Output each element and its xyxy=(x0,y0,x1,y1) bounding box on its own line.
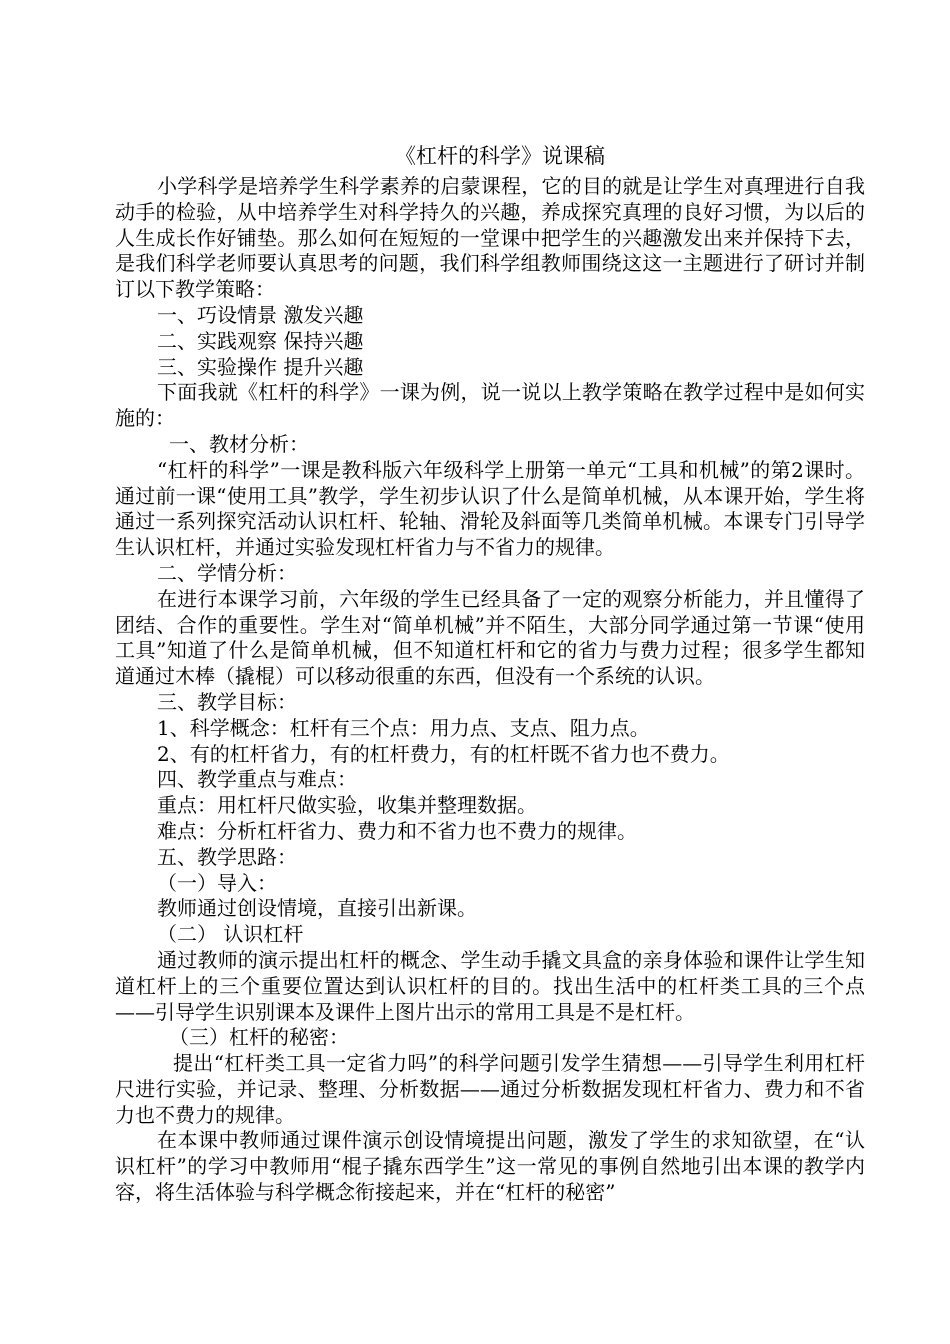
paragraph: 难点：分析杠杆省力、费力和不省力也不费力的规律。 xyxy=(157,818,637,843)
paragraph: 小学科学是培养学生科学素养的启蒙课程，它的目的就是让学生对真理进行自我动手的检验，从中培养学生对科学持久的兴趣，养成探究真理的良好习惯，为以后的人生成长作好铺垫。那么如何在短短的一堂课中把学生的兴趣激发出来并保持下去，是我们科学老师要认真思考的问题，我们科学组教师围绕这这一主题进行了研讨并制订以下教学策略： xyxy=(115,174,865,302)
paragraph: 二、学情分析： xyxy=(157,560,297,585)
paragraph: 通过教师的演示提出杠杆的概念、学生动手撬文具盒的亲身体验和课件让学生知道杠杆上的三个重要位置达到认识杠杆的目的。找出生活中的杠杆类工具的三个点——引导学生识别课本及课件上图片出示的常用工具是不是杠杆。 xyxy=(115,947,865,1024)
paragraph: 三、实验操作 提升兴趣 xyxy=(157,354,364,379)
paragraph: 一、教材分析： xyxy=(169,431,309,456)
paragraph: （一）导入： xyxy=(157,870,277,895)
paragraph: 三、教学目标： xyxy=(157,689,297,714)
paragraph: 教师通过创设情境，直接引出新课。 xyxy=(157,896,477,921)
paragraph: 在本课中教师通过课件演示创设情境提出问题，激发了学生的求知欲望，在“认识杠杆”的学习中教师用“棍子撬东西学生”这一常见的事例自然地引出本课的教学内容，将生活体验与科学概念衔接起来，并在“杠杆的秘密” xyxy=(115,1128,865,1205)
paragraph: 重点：用杠杆尺做实验，收集并整理数据。 xyxy=(157,793,537,818)
paragraph: 1、科学概念：杠杆有三个点：用力点、支点、阻力点。 xyxy=(157,715,650,740)
paragraph: 二、实践观察 保持兴趣 xyxy=(157,328,364,353)
paragraph: 在进行本课学习前，六年级的学生已经具备了一定的观察分析能力，并且懂得了团结、合作的重要性。学生对“简单机械”并不陌生，大部分同学通过第一节课“使用工具”知道了什么是简单机械，但不知道杠杆和它的省力与费力过程；很多学生都知道通过木棒（撬棍）可以移动很重的东西，但没有一个系统的认识。 xyxy=(115,586,865,689)
paragraph: （二） 认识杠杆 xyxy=(157,922,304,947)
paragraph: 2、有的杠杆省力，有的杠杆费力，有的杠杆既不省力也不费力。 xyxy=(157,741,730,766)
paragraph: 下面我就《杠杆的科学》一课为例，说一说以上教学策略在教学过程中是如何实施的： xyxy=(115,380,865,431)
paragraph: 五、教学思路： xyxy=(157,844,297,869)
paragraph: 四、教学重点与难点： xyxy=(157,767,357,792)
document-body xyxy=(115,140,865,1206)
paragraph: “杠杆的科学”一课是教科版六年级科学上册第一单元“工具和机械”的第2课时。通过前一课“使用工具”教学，学生初步认识了什么是简单机械，从本课开始，学生将通过一系列探究活动认识杠杆、轮轴、滑轮及斜面等几类简单机械。本课专门引导学生认识杠杆，并通过实验发现杠杆省力与不省力的规律。 xyxy=(115,457,865,560)
paragraph: 提出“杠杆类工具一定省力吗”的科学问题引发学生猜想——引导学生利用杠杆尺进行实验，并记录、整理、分析数据——通过分析数据发现杠杆省力、费力和不省力也不费力的规律。 xyxy=(115,1051,865,1127)
paragraph: （三）杠杆的秘密： xyxy=(169,1025,349,1050)
document-title: 《杠杆的科学》说课稿 xyxy=(395,144,605,168)
paragraph: 一、巧设情景 激发兴趣 xyxy=(157,302,364,327)
paragraph-list xyxy=(115,174,865,1206)
